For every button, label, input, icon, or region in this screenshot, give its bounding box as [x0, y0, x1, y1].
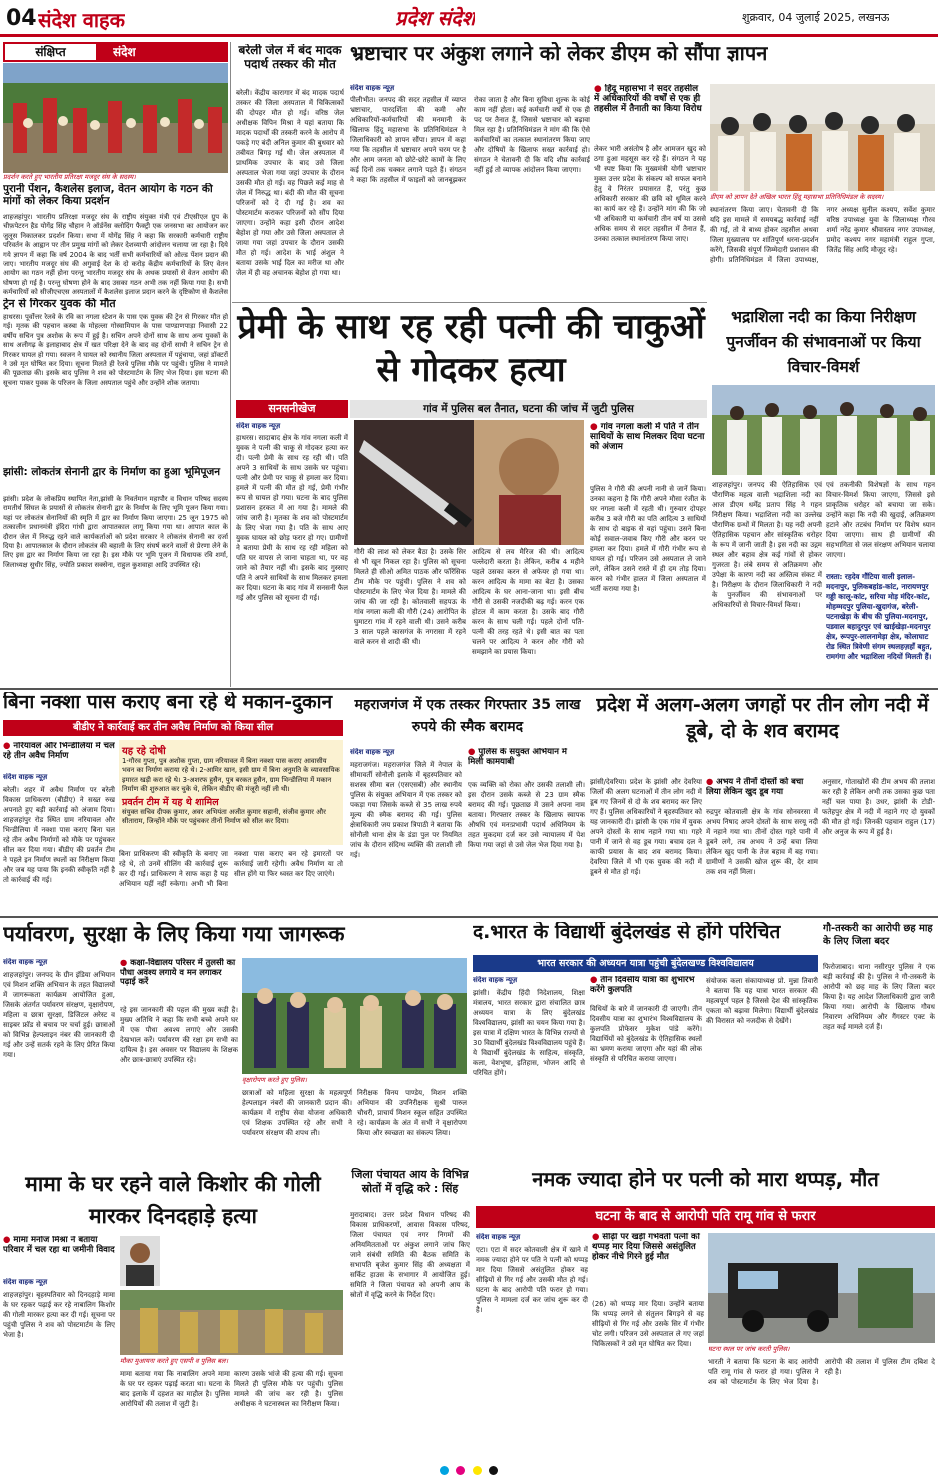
murder-title: प्रेमी के साथ रह रही पत्नी की चाकुओं से गोदकर हत्या [237, 307, 705, 390]
env-title: पर्यावरण, सुरक्षा के लिए किया गया जागरूक [3, 922, 345, 946]
drown-title: प्रदेश में अलग-अलग जगहों पर तीन लोग नदी में डूबे, दो के शव बरामद [596, 694, 929, 742]
teen-body-2: मामा बताया गया कि नाबालिग अपने मामा के घर पर रहकर पढ़ाई करता था। घटना के बाद इलाके में दहशत का माहौल है। पुलिस आरोपियों की तलाश में जुटी है। [120, 1370, 230, 1408]
river-title: भद्राशिला नदी का किया निरीक्षण पुनर्जीवन की संभावनाओं पर किया विचार-विमर्श [726, 308, 921, 376]
section-name: प्रदेश संदेश [395, 6, 476, 30]
salt-body: एटा। एटा में सदर कोतवाली क्षेत्र में खाने में नमक ज्यादा होने पर पति ने पत्नी को थप्पड़ मार दिया जिससे असंतुलित होकर वह सीढ़ियों से गिर गई और उसकी मौत हो गई। घटना के बाद आरोपी पति फरार हो गया। पुलिस ने मामला दर्ज कर जांच शुरू कर दी है। [476, 1246, 588, 1314]
jail-title: बरेली जेल में बंद मादक पदार्थ तस्कर की मौत [238, 44, 342, 71]
memorandum-photo-svg [710, 84, 935, 191]
murder-side-title: ● गांव नगला कली में पति ने तीन साथियों के साथ मिलकर दिया घटना को अंजाम [590, 422, 706, 482]
jila-badar-body: फिरोजाबाद। थाना नसीरपुर पुलिस ने एक बड़ी कार्रवाई की है। पुलिस ने गौ-तस्करी के आरोपी को छह माह के लिए जिला बदर किया है। यह आदेश जिलाधिकारी द्वारा जारी किया गया। आरोपी के खिलाफ गौवध निवारण अधिनियम और गैंगस्टर एक्ट के तहत कई मामले दर्ज हैं। [823, 963, 935, 1031]
student-side-title: ● तीन दिवसीय यात्रा का शुभारंभ करेंगे कुलपति [590, 976, 702, 1002]
footer-registration-marks [0, 1460, 938, 1477]
murder-body-3: आदित्य से लव मैरिज की थी। आदित्य पल्लेदारी करता है। लेकिन, करीब 4 महीने पहले उसका करन से अफेयर हो गया था। करन आदित्य के मामा का बेटा है। उसका आदित्य के घर आना-जाना था। इसी बीच गौरी से उसकी नजदीकी बढ़ गई। करन एक होटल में काम करता है। उसके बाद गौरी करन के साथ चली गई। पहले दोनों पति-पत्नी की तरह रहते थे। इसी बात का पता चलने पर आदित्य ने करन और गौरी को समझाने का प्रयास किया। [472, 548, 584, 656]
env-body-2: छात्राओं को महिला सुरक्षा के महत्वपूर्ण हेल्पलाइन नंबरों की जानकारी प्रदान की। कार्यक्रम में राष्ट्रीय सेवा योजना अधिकारी एवं शिक्षक उपस्थित रहे और सभी ने पर्यावरण संरक्षण की शपथ ली। [242, 1089, 352, 1137]
corruption-right-body: स्थानांतरण किया जाए। चेतावनी दी कि यदि इस मामले में समयबद्ध कार्रवाई नहीं की गई, तो वे बाध्य होकर तहसील अथवा जिला मुख्यालय पर शांतिपूर्ण धरना-प्रदर्शन करेंगे, जिसकी संपूर्ण जिम्मेदारी प्रशासन की होगी। प्रतिनिधिमंडल में जिला उपाध्यक्ष, नगर अध्यक्ष सुनील कश्यप, सर्वेश कुमार वरिष्ठ उपाध्यक्ष युवा के जिलाध्यक्ष गौरव शर्मा नरेंद्र कुमार श्रीवास्तव नगर उपाध्यक्ष, प्रमोद कश्यप नगर महामंत्री राहुल गुप्ता, जितेंद्र सिंह आदि मौजूद रहे। [710, 206, 935, 264]
plantation-photo [242, 958, 467, 1074]
bda-box-title: यह रहे दोषी [122, 746, 166, 757]
hrule-1 [0, 688, 938, 690]
env-byline: संदेश वाहक न्यूज़ [3, 958, 48, 966]
salt-side-title: ● सीढ़ी पर खड़ी गर्भवती पत्नी को थप्पड़ मार दिया जिससे असंतुलित होकर नीचे गिरने हुई मौत [592, 1233, 704, 1297]
brief-label-1: संक्षिप्त [3, 42, 98, 62]
masthead [0, 0, 938, 40]
corruption-title: भ्रष्टाचार पर अंकुश लगाने को लेकर डीएम को सौंपा ज्ञापन [350, 42, 768, 65]
corruption-sub-title: ● हिंदू महासभा ने सदर तहसील में अधिकारियों की वर्षों से एक ही तहसील में तैनाती का किया विरोध [594, 84, 706, 142]
env-side-title: ● कक्षा-विद्यालय परिसर में तुलसी का पौधा अवश्य लगाये व मन लगाकर पढ़ाई करें [120, 958, 238, 1002]
col-rule [230, 42, 231, 687]
salt-strap: घटना के बाद से आरोपी पति रामू गांव से फरार [476, 1206, 935, 1228]
teen-body: शाहजहांपुर। बृहस्पतिवार को दिनदहाड़े मामा के घर रहकर पढ़ाई कर रहे नाबालिग किशोर की गोली मारकर हत्या कर दी गई। सूचना पर पहुंची पुलिस ने शव को पोस्टमार्टम के लिए भेजा है। [3, 1291, 115, 1339]
student-body: झांसी। केंद्रीय हिंदी निदेशालय, शिक्षा मंत्रालय, भारत सरकार द्वारा संचालित छात्र अध्ययन यात्रा के लिए बुंदेलखंड विश्वविद्यालय, झांसी का चयन किया गया है। इस यात्रा में दक्षिण भारत के विभिन्न राज्यों से 30 विद्यार्थी बुंदेलखंड विश्वविद्यालय पहुंचे हैं। ये विद्यार्थी बुंदेलखंड के साहित्य, संस्कृति, कला, वेशभूषा, इतिहास, भोजन आदि से परिचित होंगे। [473, 989, 585, 1077]
plantation-photo-svg [242, 958, 467, 1074]
river-right-body: एवं तकनीकी विशेषज्ञों के साथ गहन विचार-विमर्श किया जाएगा, जिससे इसे प्राकृतिक धरोहर को बचाया जा सके। उन्होंने कहा कि नदी की खुदाई, अतिक्रमण हटाने और तटबंध निर्माण पर विशेष ध्यान दिया जाएगा। साथ ही ग्रामीणों की सहभागिता से जल संरक्षण अभियान चलाया जाएगा। [826, 481, 935, 559]
bda-box2-body: संयुक्त सचिव दीपक कुमार, अवर अभियंता अजीत कुमार सहानी, संजीव कुमार और सीताराम, जिन्होंने मौके पर पहुंचकर तीनों निर्माण को सील कर दिया। [122, 808, 326, 826]
panchayat-body: मुरादाबाद। उत्तर प्रदेश विधान परिषद की विकास प्राधिकरणों, आवास विकास परिषद, जिला पंचायत एवं नगर निगमों की अनियमितताओं पर अंकुश लगाने जांच किए जाने संबंधी समिति की बैठक समिति के सभापति बृजेश कुमार सिंह की अध्यक्षता में सर्किट हाउस के सभागार में आयोजित हुई। समिति ने जिला पंचायत को अपनी आय के स्रोतों में वृद्धि करने के निर्देश दिए। [350, 1211, 470, 1299]
salt-right-body: भारती ने बताया कि घटना के बाद आरोपी पति रामू गांव से फरार हो गया। पुलिस ने शव को पोस्टमार्टम के लिए भेज दिया है। आरोपी की तलाश में पुलिस टीम दबिश दे रही है। [708, 1358, 935, 1386]
dot-magenta [456, 1466, 465, 1475]
bda-box [119, 740, 343, 845]
student-byline: संदेश वाहक न्यूज़ [473, 976, 518, 984]
student-right-body: संयोजक कला संकायाध्यक्ष प्रो. मुन्ना तिवारी ने बताया कि यह यात्रा भारत सरकार की महत्वपूर्ण पहल है जिससे देश की सांस्कृतिक एकता को बढ़ावा मिलेगा। विद्यार्थी बुंदेलखंड की विरासत को नजदीक से देखेंगे। [706, 977, 818, 1025]
salt-photo-svg [708, 1233, 935, 1343]
smuggler-side-title: ● पुलिस के संयुक्त अभियान में मिली कामयाबी [468, 748, 585, 778]
murder-body-2: गौरी की लाश को लेकर बैठा है। उसके सिर से भी खून निकल रहा है। पुलिस को सूचना मिलते ही सीओ अमित पाठक और फॉरेंसिक टीम मौके पर पहुंची। पुलिस ने शव को पोस्टमार्टम के लिए भेज दिया है। मामले की जांच की जा रही है। कोतवाली सहपऊ के गांव नगला कली की गौरी (24) आरोपित के घुमाटरा गांव में रहने वाली थी। उसने करीब 3 साल पहले कासगंज के नगरासा में रहने वाले करन से शादी की थी। [354, 548, 466, 646]
brief-header [3, 42, 228, 62]
teen-scene-photo [120, 1290, 343, 1355]
smuggler-body: महराजगंज। महराजगंज जिले में नेपाल के सीमावर्ती सोनौली इलाके में बृहस्पतिवार को सशस्त्र सीमा बल (एसएसबी) और स्थानीय पुलिस के संयुक्त अभियान में एक तस्कर को पकड़ा गया जिसके कब्जे से 35 लाख रुपये मूल्य की स्मैक बरामद की गई। पुलिस क्षेत्राधिकारी जय प्रकाश त्रिपाठी ने बताया कि सोनौली थाना क्षेत्र के डंडा पुल पर नियमित जांच के दौरान संदिग्ध व्यक्ति की तलाशी ली गई। [350, 761, 462, 859]
corruption-sub-body: लेकर भारी असंतोष है और आमजन खुद को ठगा हुआ महसूस कर रहे हैं। संगठन ने यह भी स्पष्ट किया कि मुख्यमंत्री योगी भ्रष्टाचार मुक्त उत्तर प्रदेश के संकल्प को सफल बनाने हेतु वे निरंतर प्रयासरत हैं, परंतु कुछ अधिकारी सरकार की छवि को धूमिल करने का कार्य कर रहे हैं। उन्होंने मांग की कि जो भी अधिकारी या कर्मचारी तीन वर्ष या उससे अधिक समय से सदर तहसील में तैनात हैं, उनका तत्काल स्थानांतरण किया जाए। [594, 145, 706, 243]
teen-portrait-svg [120, 1236, 160, 1286]
murder-subhead: गांव में पुलिस बल तैनात, घटना की जांच में जुटी पुलिस [350, 400, 707, 418]
student-side-body: विधियों के बारे में जानकारी दी जाएगी। तीन दिवसीय यात्रा का शुभारंभ विश्वविद्यालय के कुलपति प्रोफेसर मुकेश पांडे करेंगे। विद्यार्थियों को बुंदेलखंड के ऐतिहासिक स्थलों का भ्रमण कराया जाएगा और यहां की लोक संस्कृति से परिचित कराया जाएगा। [590, 1005, 702, 1063]
jail-body: बरेली। केंद्रीय कारागार में बंद मादक पदार्थ तस्कर की जिला अस्पताल में चिकित्सकों की दोपहर मौत हो गई। वरिष्ठ जेल अधीक्षक विपिन मिश्रा ने यहां बताया कि मादक पदार्थों की तस्करी करने के आरोप में पकड़े गए बंदी अनिल कुमार की बुधवार को तबीयत बिगड़ गई थी। जेल अस्पताल में प्राथमिक उपचार के बाद उसे जिला अस्पताल भेजा गया जहां उपचार के दौरान उसकी मौत हो गई। वह पिछले कई माह से जेल में निरुद्ध था। बंदी की मौत की सूचना परिजनों को दे दी गई है। शव का पोस्टमार्टम कराकर परिजनों को सौंप दिया जाएगा। उन्होंने कहा इसी दौरान आदेश बेहोश हो गया और उसे जिला अस्पताल ले जाया गया जहां उपचार के दौरान उसकी मौत हो गई। आदेश के भाई अंशुल ने बताया उसके भाई दिल का मरीज था और जेल में ही वह अचानक बेहोश हो गया था। [236, 89, 344, 277]
memorandum-caption: डीएम को ज्ञापन देते अखिल भारत हिंदू महासभा प्रतिनिधिमंडल के सदस्य। [710, 193, 884, 201]
dot-black [489, 1466, 498, 1475]
plantation-caption: वृक्षारोपण करते हुए पुलिस। [242, 1076, 307, 1084]
teen-body-3: कारण उसके भांजे की हत्या की गई। सूचना मिलते ही पुलिस मौके पर पहुंची। पुलिस मामले की जांच कर रही है। पुलिस अधीक्षक ने घटनास्थल का निरीक्षण किया। [234, 1370, 343, 1408]
smuggler-title: महराजगंज में एक तस्कर गिरफ्तार 35 लाख रुपये की स्मैक बरामद [354, 697, 581, 735]
row-rule [232, 302, 707, 303]
murder-body: हाथरस। सादाबाद क्षेत्र के गांव नगला कली में युवक ने पत्नी की चाकू से गोदकर हत्या कर दी। पत्नी प्रेमी के साथ रह रही थी। पति अपने 3 साथियों के साथ उसके घर पहुंचा। पत्नी और प्रेमी पर चाकू से हमला कर दिया। हमले में पत्नी की मौत हो गई, प्रेमी गंभीर रूप से घायल हो गया। घटना के बाद पुलिस प्रशासन हरकत में आ गया है। मामले की जांच जारी है। मृतका के शव को पोस्टमार्टम के लिए भेजा गया है। पति के साथ आए युवक घायल को छोड़ फरार हो गए। ग्रामीणों ने बताया प्रेमी के साथ रह रही महिला को पति घर वापस ले जाना चाहता था, पर वह जाने को तैयार नहीं थी। इसके बाद गुस्साए पति ने अपने साथियों के साथ मिलकर हमला कर दिया। घटना के बाद गांव में सनसनी फैल गई और पुलिस को सूचना दी गई। [236, 434, 348, 602]
drown-right-body: अनुसार, गोताखोरों की टीम अभय की तलाश कर रही है लेकिन अभी तक उसका कुछ पता नहीं चल पाया है। उधर, झांसी के टोडी-फतेहपुर क्षेत्र में नदी में नहाने गए दो युवकों की मौत हो गई। जिनकी पहचान राहुल (17) और अनुज के रूप में हुई है। [822, 778, 935, 836]
bda-box2-title: प्रवर्तन टीम में यह थे शामिल [122, 797, 219, 809]
smuggler-byline: संदेश वाहक न्यूज़ [350, 748, 395, 756]
brief-2-body: हाथरस। पूर्वोत्तर रेलवे के रवि का नगला स्टेशन के पास एक युवक की ट्रेन से गिरकर मौत हो गई। मृतक की पहचान कस्बा के मोहल्ला गोस्वामियान के पास पाण्डाणपाड़ा निवासी 22 वर्षीय सचिन पुत्र अशोक के रूप में हुई है। सचिन अपने दोनों साथ के साथ अन्य युवकों के साथ अलीगढ़ के इलाहाबाद क्षेत्र में खत परिक्षा देने के बाद वह दोनों साथी ने सचिन ट्रेन से गिरकर घायल हो गया। स्वजन ने घायल को स्थानीय जिला अस्पताल में पहुंचाया, जहां डॉक्टरों ने उसे मृत घोषित कर दिया। सूचना मिलते ही रेलवे पुलिस मौके पर पहुंची। पुलिस ने मामले की पूछताछ की। इसके बाद पुलिस ने शव को पोस्टमार्टम के लिए भेज दिया। इस घटना की सूचना पाकर युवक के परिजन के जिला अस्पताल पहुंचे और उन्होंने शोक जताया। [3, 313, 228, 387]
teen-caption: मौका मुआयना करते हुए एसपी व पुलिस बल। [120, 1357, 228, 1365]
bda-box-body: 1-गौरव गुप्ता, पुत्र अशोक गुप्ता, ग्राम नरियावल में बिना नक्शा पास कराए आवासीय भवन का निर्माण कराया रहे थे। 2-आमिर खान, इसी ग्राम में बिना अनुमति के व्यावसायिक इमारत खड़ी करा रहे थे। 3-अशरफ हुसैन, पुत्र बरकत हुसैन, ग्राम भिन्डीलिया में मकान निर्माण की शुरुआत कर चुके थे, लेकिन बीडीए की मंजूरी नहीं ली थी। [122, 757, 340, 793]
murder-tag: सनसनीखेज [236, 400, 348, 418]
paper-name: संदेश वाहक [38, 8, 125, 32]
murder-photo [354, 420, 584, 545]
river-photo-svg [712, 385, 935, 475]
protest-photo [3, 63, 228, 173]
teen-title: मामा के घर रहने वाले किशोर की गोली मारकर दिनदहाड़े हत्या [25, 1172, 321, 1228]
river-list: रास्ता: रहदेव गौंटिया वाली इलाल-मदनापुर, पुलिकबहांड-कांट, नारायणपुर गड्डी कालू-कांट, सरिया मोड़ मंदिर-कांट, मोहम्मदपुर पुलिया-खुदागंज, बरेली-पटनाखेड़ा के बीच की पुलिया-मदनापुर, पडवाल बहादुरपुर एवं खाईखेड़ा-मदनापुर क्षेत्र, रूपपुर-लालनामेड़ा क्षेत्र, कोलाघाट रोड स्थित त्रिवेणी संगम स्थलहज़हाँ बहुत, रामगंगा और भद्राशिला नदियों मिलती हैं। [826, 572, 933, 661]
drown-body: झांसी/देवरिया। प्रदेश के झांसी और देवरिया जिलों की अलग घटनाओं में तीन लोग नदी में डूब गए जिनमें से दो के शव बरामद कर लिए गए हैं। पुलिस अधिकारियों ने बृहस्पतिवार को यह जानकारी दी। झांसी के एक गांव में युवक अपने दोस्तों के साथ नहाने गया था। गहरे पानी में जाने से वह डूब गया। बचाव दल ने काफी प्रयास के बाद शव बरामद किया। देवरिया जिले में भी एक युवक की नदी में डूबने से मौत हो गई। [590, 778, 702, 876]
brief-1-body: शाहजहांपुर। भारतीय प्रतिरक्षा मजदूर संघ के राष्ट्रीय संयुक्त मंत्री एवं टीएसीएल ग्रुप के चीफ़पेटरन हैड योगेंद्र सिंह चौहान ने ऑर्डनेंस क्लोदिंग फैक्ट्री एक जनसभा का आयोजन कर जुलूस निकालकर प्रदर्शन किया। सभा में योगेंद्र सिंह ने कहा कि सरकारी कर्मचारी राष्ट्रीय परिवर्तन के आह्वान पर तीन प्रमुख मांगों को लेकर देशव्यापी आंदोलन चलाया जा रहा है। दिये गये ज्ञापन में कहा कि वर्ष 2004 के बाद भर्ती सभी कर्मचारियों को ओल्ड पेंशन प्रदान की जाए। भारतीय मजदूर संघ की अगुवाई देश के दो करोड़ केंद्रीय कर्मचारियों के लिए वेतन आयोग का गठन नहीं होना परन्तु भारतीय मजदूर संघ के अथक प्रयासों से वेतन आयोग की घोषणा हो गई है। परन्तु घोषणा होने के बाद उसका गठन अभी तक नहीं किया गया है। सभी कर्मचारियों को सीजीएचएस अस्पतालों में कैशलेस इलाज प्रदान करने के दृष्टिकोण से कैशलेस [3, 213, 228, 297]
student-title: द.भारत के विद्यार्थी बुंदेलखंड से होंगे परिचित [473, 922, 781, 943]
drown-side-body: रुद्रपुर कोतवाली क्षेत्र के गांव सोनवरसा में अभय निषाद अपने दोस्तों के साथ सरयू नदी में नहाने गया था। तीनों दोस्त गहरे पानी में डूबने लगे, तब अभय ने उन्हें बचा लिया लेकिन खुद पानी के तेज बहाव में बह गया। ग्रामीणों ने उसकी खोज शुरू की, देर शाम तक शव नहीं मिला। [706, 808, 818, 876]
bda-byline: संदेश वाहक न्यूज़ [3, 773, 48, 781]
env-body: शाहजहांपुर। जनपद के ग्रीन इंडिया अभियान एवं मिशन शक्ति अभियान के तहत विद्यालयों में जागरूकता कार्यक्रम आयोजित हुआ, जिसके अंतर्गत पर्यावरण संरक्षण, वृक्षारोपण, महिला व छात्रा सुरक्षा, डिजिटल अरेस्ट व साइबर फ्रॉड से बचाव पर चर्चा हुई। छात्राओं को विभिन्न हेल्पलाइन नंबर की जानकारी दी गई और उन्हें सतर्क रहने के लिए प्रेरित किया गया। [3, 971, 115, 1059]
brief-2-title: ट्रेन से गिरकर युवक की मौत [3, 298, 116, 310]
brief-label-2: संदेश [113, 45, 136, 59]
river-photo [712, 385, 935, 475]
drown-side-title: ● अभय ने तीनों दोस्तों को बचा लिया लेकिन खुद डूब गया [706, 777, 818, 805]
hrule-2 [0, 916, 938, 918]
bda-sub: ● नरियावल और भिन्डीलिया में चल रहे तीन अवैध निर्माण [3, 742, 115, 770]
masthead-rule [0, 34, 938, 37]
protest-photo-svg [3, 63, 228, 173]
env-side-body: रहे इस जानकारी की पहल की मुख्य कड़ी है। मुख्य अतिथि ने कहा कि सभी बच्चे अपने घर में एक पौधा अवश्य लगाएं और उसकी देखभाल करें। पर्यावरण की रक्षा हम सभी का दायित्व है। इस अवसर पर विद्यालय के शिक्षक और छात्र-छात्राएं उपस्थित रहे। [120, 1006, 238, 1064]
salt-byline: संदेश वाहक न्यूज़ [476, 1233, 521, 1241]
bda-body-2: बिना प्राधिकरण की स्वीकृति के बनाए जा रहे थे, तो उनमें सीलिंग की कार्रवाई शुरू कर दी गई। प्राधिकरण ने साफ कहा है यह अभियान यहीं नहीं रुकेगा। अभी भी बिना नक्शा पास कराए बन रहे इमारतों पर कार्रवाई जारी रहेगी। अवैध निर्माण या तो सील होंगे या फिर ध्वस्त कर दिए जाएंगे। [119, 850, 343, 888]
brief-3-body: झांसी। प्रदेश के लोकप्रिय स्थापित नेता,झांसी के निवर्तमान महापौर व विधान परिषद सदस्य रामतीर्थ सिंघल के प्रयासों से लोकतंत्र सेनानी द्वार के निर्माण के लिए भूमि पूजन किया गया। यहां पर लोकतंत्र सेनानियों की स्मृति में द्वार का निर्माण किया जाएगा। 25 जून 1975 को तत्कालीन प्रधानमंत्री इंदिरा गांधी द्वारा आपातकाल लागू किया गया था। आपात काल के दौरान जेल में निरुद्ध रहने वाले कार्यकर्ताओं को प्रदेश सरकार ने लोकतंत्र सेनानी का दर्जा दिया है। आपातकाल के दौरान लोकतंत्र की बहाली के लिए संघर्ष करने वालों से प्रेरणा लेने के लिए इस द्वार का निर्माण किया जा रहा है। इस मौके पर भूमि पूजन में विधायक रवि शर्मा, जिलाध्यक्ष सुधीर सिंह, ज्योति प्रकाश सक्सेना, राहुल कुशवाहा आदि उपस्थित रहे। [3, 495, 228, 569]
brief-3-title: झांसी: लोकतंत्र सेनानी द्वार के निर्माण का हुआ भूमिपूजन [3, 466, 221, 478]
salt-side-body: (26) को थप्पड़ मार दिया। उन्होंने बताया कि थप्पड़ लगने से संतुलन बिगड़ने से वह सीढ़ियों से गिर गई और उसके सिर में गंभीर चोट लगी। परिजन उसे अस्पताल ले गए जहां चिकित्सकों ने उसे मृत घोषित कर दिया। [592, 1300, 704, 1348]
teen-scene-photo-svg [120, 1290, 343, 1355]
page-number: 04 [6, 6, 37, 31]
bda-title: बिना नक्शा पास कराए बना रहे थे मकान-दुकान [3, 692, 333, 713]
teen-portrait [120, 1236, 160, 1286]
brief-1-title: पुरानी पेंशन, कैशलेस इलाज, वेतन आयोग के गठन की मांगों को लेकर किया प्रदर्शन [3, 183, 213, 208]
jila-badar-title: गौ-तस्करी का आरोपी छह माह के लिए जिला बदर [823, 923, 933, 947]
bda-body: बरेली। शहर में अवैध निर्माण पर बरेली विकास प्राधिकरण (बीडीए) ने सख्त रुख अपनाते हुए बड़ी कार्रवाई को अंजाम दिया। शाहजहांपुर रोड स्थित ग्राम नरियावल और भिन्डीलिया में नक्शा पास कराए बिना चल रहे तीन अवैध निर्माणों को मौके पर पहुंचकर सील कर दिया गया। बीडीए की प्रवर्तन टीम ने पहले इन निर्माण स्थलों का निरीक्षण किया और जब यह पाया कि इनकी स्वीकृति नहीं है तो कार्रवाई की गई। [3, 786, 115, 884]
salt-caption: घटना स्थल पर जांच करती पुलिस। [708, 1345, 790, 1353]
murder-byline: संदेश वाहक न्यूज़ [236, 422, 281, 430]
panchayat-title: जिला पंचायत आय के विभिन्न स्रोतों में वृद्धि करे : सिंह [351, 1168, 469, 1195]
murder-photo-svg [354, 420, 584, 545]
corruption-byline: संदेश वाहक न्यूज़ [350, 84, 395, 92]
smuggler-side-body: एक व्यक्ति को रोका और उसकी तलाशी ली। इस दौरान उसके कब्जे से 23 ग्राम स्मैक बरामद की गई। पूछताछ में उसने अपना नाम बताया। गिरफ्तार तस्कर के खिलाफ स्वापक औषधि एवं मनःप्रभावी पदार्थ अधिनियम के तहत मुकदमा दर्ज कर उसे न्यायालय में पेश किया गया जहां से उसे जेल भेज दिया गया है। [468, 781, 585, 849]
dot-yellow [473, 1466, 482, 1475]
teen-side-title: ● मामा मनोज मिश्रा ने बताया परिवार में चल रहा था जमीनी विवाद [3, 1236, 115, 1276]
teen-byline: संदेश वाहक न्यूज़ [3, 1278, 48, 1286]
dot-cyan [440, 1466, 449, 1475]
corruption-body: पीलीभीत। जनपद की सदर तहसील में व्याप्त भ्रष्टाचार, पारदर्शिता की कमी और अधिकारियों-कर्मचारियों की मनमानी के खिलाफ हिंदू महासभा के प्रतिनिधिमंडल ने जिलाधिकारी को ज्ञापन सौंपा। ज्ञापन में कहा गया कि तहसील में भ्रष्टाचार अपने चरम पर है और आम जनता को छोटे-छोटे कामों के लिए कई दिनों तक चक्कर लगाने पड़ते हैं। संगठन ने कहा कि तहसील में फाइलों को जानबूझकर रोका जाता है और बिना सुविधा शुल्क के कोई काम नहीं होता। कई कर्मचारी वर्षों से एक ही पद पर तैनात हैं, जिससे भ्रष्टाचार को बढ़ावा मिल रहा है। प्रतिनिधिमंडल ने मांग की कि ऐसे कर्मचारियों का तत्काल स्थानांतरण किया जाए और दोषियों के खिलाफ सख्त कार्रवाई हो। संगठन ने चेतावनी दी कि यदि शीघ्र कार्रवाई नहीं हुई तो व्यापक आंदोलन किया जाएगा। [350, 96, 590, 184]
river-body: शाहजहांपुर। जनपद की ऐतिहासिक एवं पौराणिक महत्व वाली भद्राशिला नदी का आज डीएम धर्मेंद्र प्रताप सिंह ने गहन निरीक्षण किया। भद्राशिला नदी का उल्लेख पौराणिक ग्रन्थों में मिलता है। यह नदी अपनी ऐतिहासिक पहचान और सांस्कृतिक धरोहर के रूप में जानी जाती है। इस नदी का उद्गम स्थल और बहाव क्षेत्र कई गांवों से होकर गुजरता है। लंबे समय से अतिक्रमण और उपेक्षा के कारण नदी का अस्तित्व संकट में है। निरीक्षण के दौरान जिलाधिकारी ने नदी के पुनर्जीवन की संभावनाओं पर अधिकारियों से विचार-विमर्श किया। [712, 481, 822, 609]
salt-title: नमक ज्यादा होने पर पत्नी को मारा थप्पड़, मौत [532, 1168, 879, 1191]
protest-caption: प्रदर्शन करते हुए भारतीय प्रतिरक्षा मजदूर संघ के सदस्य। [3, 173, 136, 181]
student-strap: भारत सरकार की अध्ययन यात्रा पहुंची बुंदेलखण्ड विश्वविद्यालय [473, 955, 818, 972]
bda-strap: बीडीए ने कार्रवाई कर तीन अवैध निर्माण को किया सील [3, 720, 343, 736]
memorandum-photo [710, 84, 935, 191]
date-line: शुक्रवार, 04 जुलाई 2025, लखनऊ [742, 11, 890, 24]
env-body-3: निरीक्षक विनय पाण्डेय, मिशन शक्ति अभियान की उपनिरीक्षक सुश्री पारुल चौधरी, प्राचार्य मिशन स्कूल सहित उपस्थित रहे। कार्यक्रम के अंत में सभी ने वृक्षारोपण किया और स्वच्छता का संकल्प लिया। [357, 1089, 467, 1137]
murder-side-body: पुलिस ने गौरी की अपनी नानी से जानें किया। उनका कहना है कि गौरी अपने मौसा रंजीत के घर नगला कली में रहती थी। गुरुवार दोपहर करीब 3 बजे गौरी का पति आदित्य 3 साथियों के साथ दो बाइक से वहां पहुंचा। उसने बिना कोई सवाल-जवाब किए गौरी और करन पर हमला कर दिया। हमले में गौरी गंभीर रूप से घायल हो गई। परिजन उसे अस्पताल ले जाने लगे, लेकिन उसने रास्ते में ही दम तोड़ दिया। करन को गंभीर हालत में जिला अस्पताल में भर्ती कराया गया है। [590, 485, 706, 593]
salt-photo [708, 1233, 935, 1343]
